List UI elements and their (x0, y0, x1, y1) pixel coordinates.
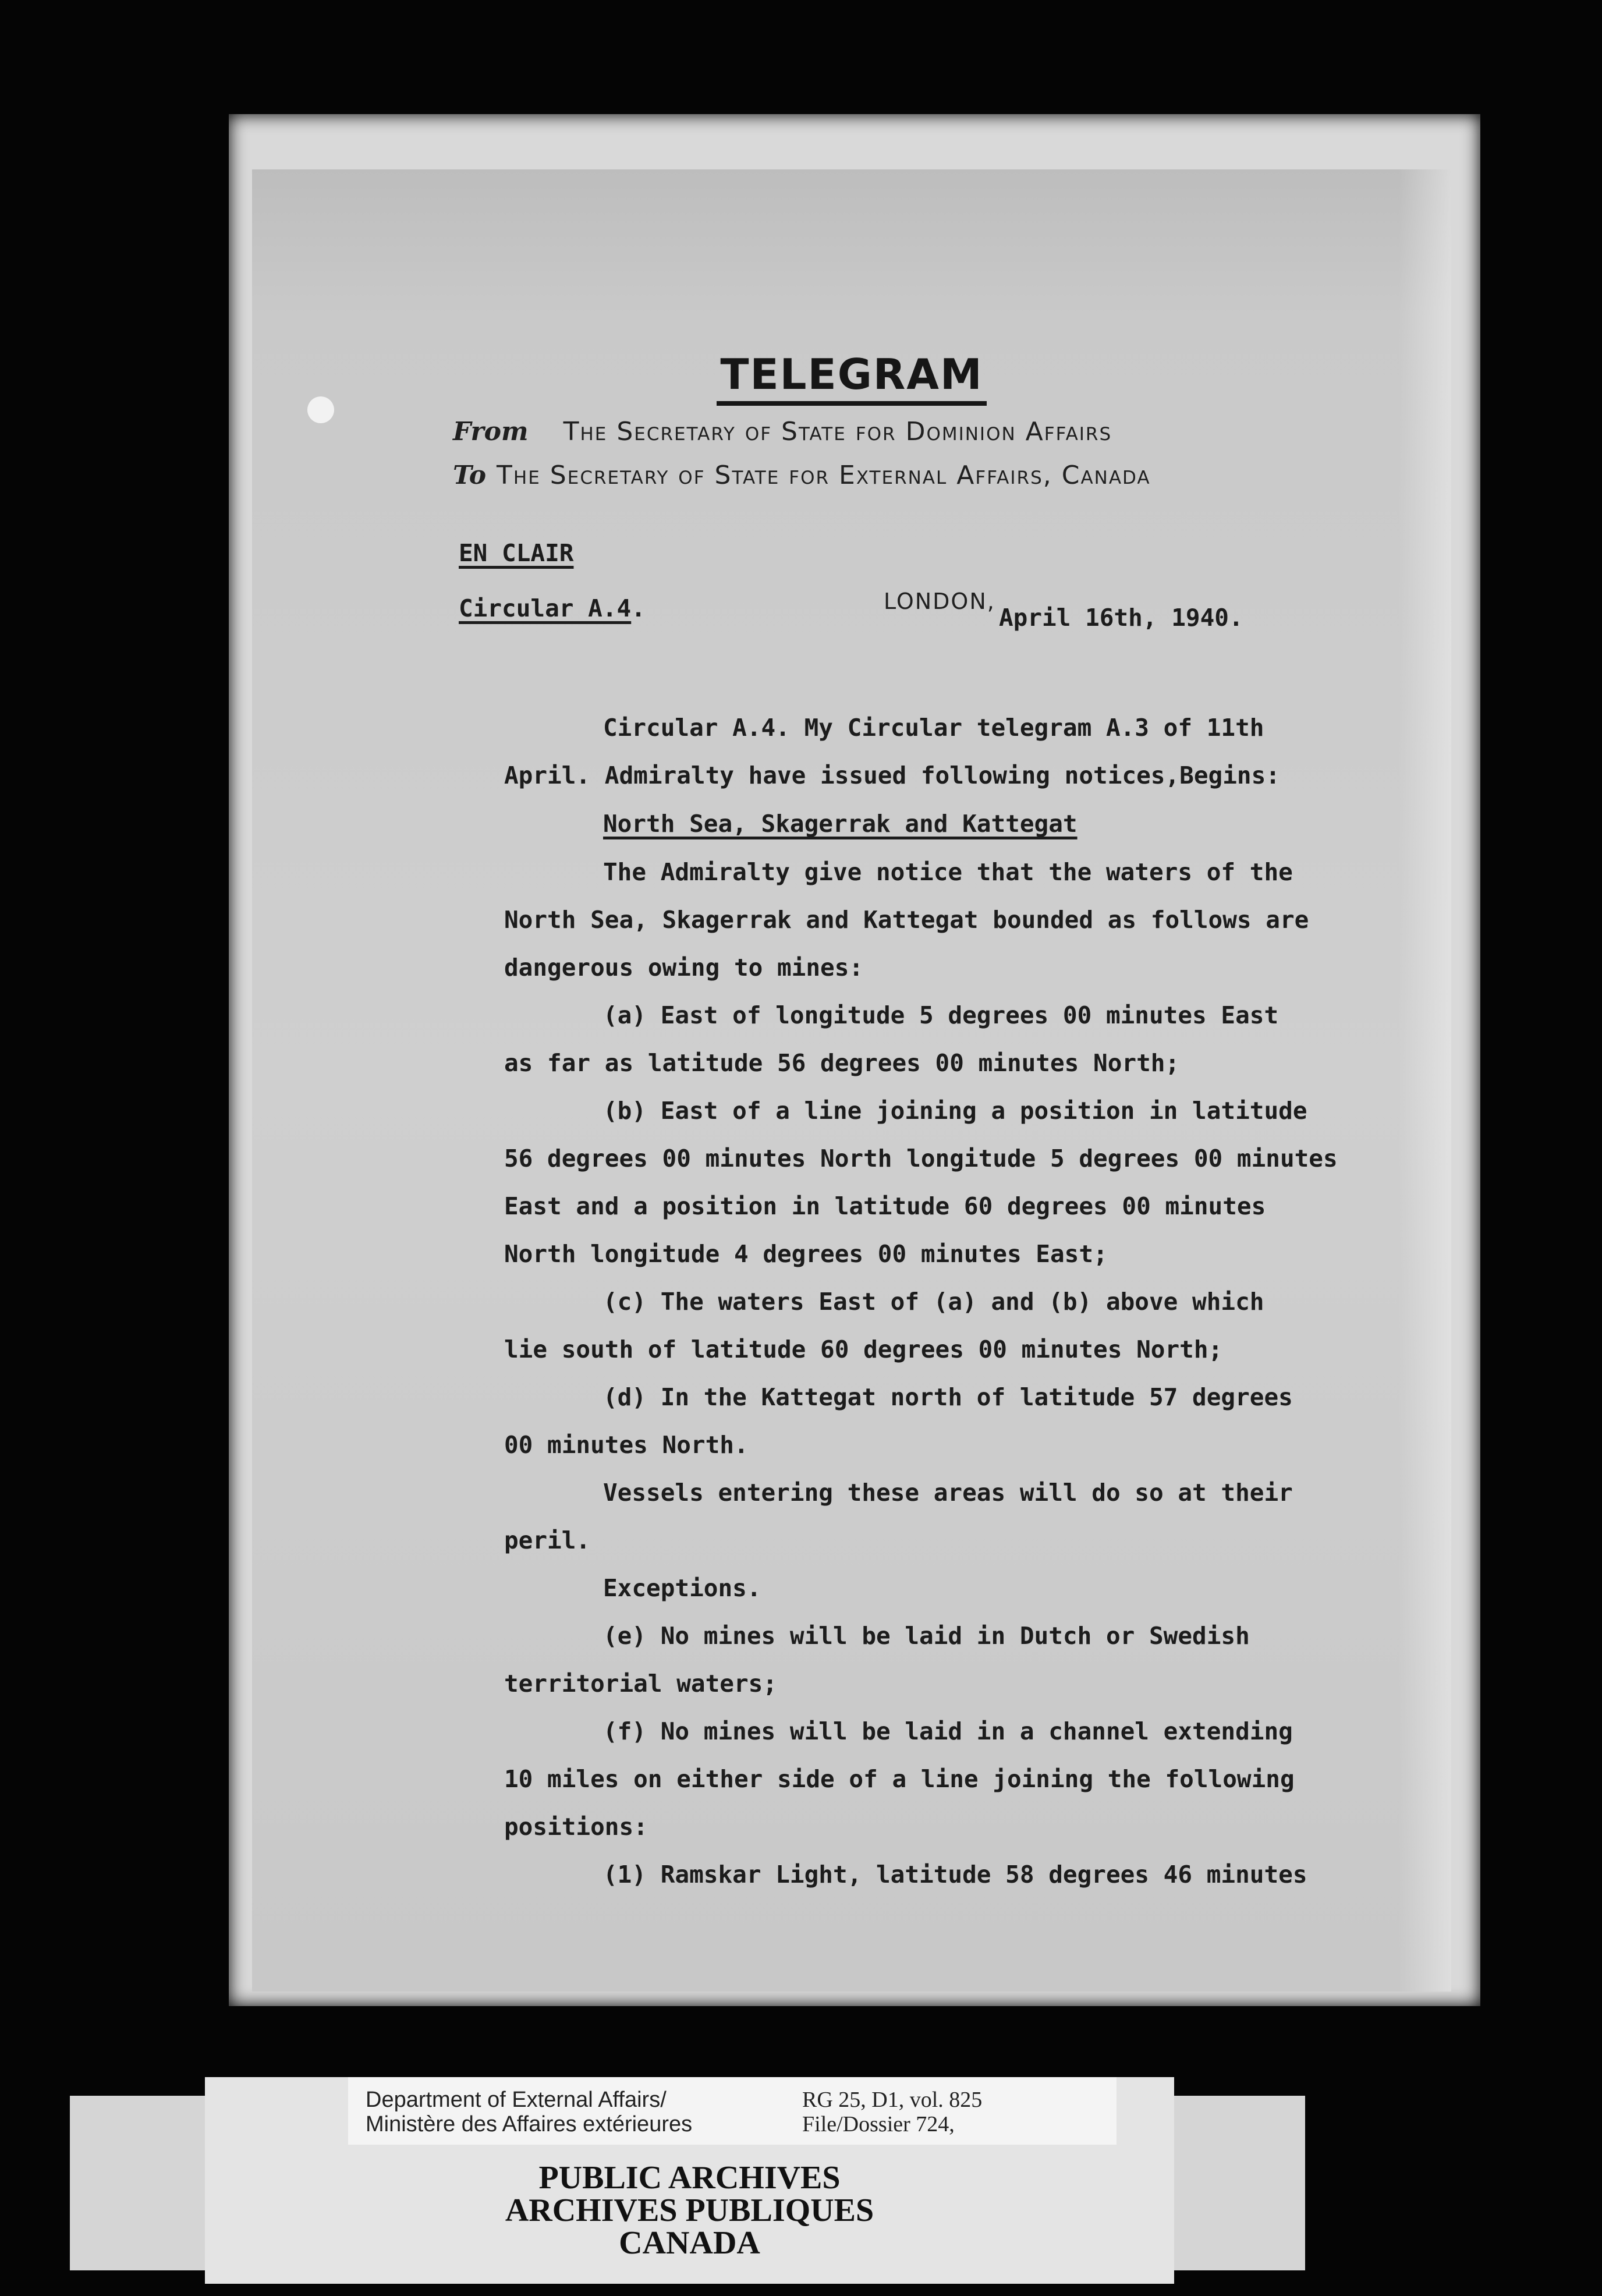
body-line: The Admiralty give notice that the waters of the (603, 858, 1293, 886)
body-line: North Sea, Skagerrak and Kattegat bounded as follows are (504, 906, 1309, 934)
place-of-origin: LONDON, (884, 589, 995, 614)
body-line: dangerous owing to mines: (504, 954, 864, 982)
to-label: To (453, 460, 487, 490)
body-line: Exceptions. (603, 1574, 761, 1602)
body-line: (c) The waters East of (a) and (b) above which (603, 1288, 1264, 1316)
archives-stamp: PUBLIC ARCHIVES ARCHIVES PUBLIQUES CANADA (505, 2160, 874, 2261)
en-clair-mark: EN CLAIR (459, 539, 574, 567)
body-line: (e) No mines will be laid in Dutch or Swedish (603, 1622, 1250, 1650)
body-line: positions: (504, 1813, 648, 1841)
body-line: (b) East of a line joining a position in latitude (603, 1097, 1307, 1125)
body-line: as far as latitude 56 degrees 00 minutes North; (504, 1049, 1180, 1077)
body-line: peril. (504, 1526, 591, 1554)
archive-label (205, 2077, 1174, 2284)
body-line: territorial waters; (504, 1670, 777, 1698)
body-line: 56 degrees 00 minutes North longitude 5 degrees 00 minutes (504, 1145, 1338, 1172)
telegram-page (252, 169, 1451, 1992)
to-line (453, 460, 1151, 490)
body-line: 00 minutes North. (504, 1431, 749, 1459)
circular-reference: Circular A.4. (459, 594, 646, 622)
document-frame (229, 114, 1480, 2006)
from-line (453, 417, 1112, 447)
record-group-reference: RG 25, D1, vol. 825 File/Dossier 724, (802, 2088, 983, 2136)
body-line: North longitude 4 degrees 00 minutes East; (504, 1240, 1108, 1268)
body-line: Vessels entering these areas will do so at their (603, 1479, 1293, 1507)
body-line: 10 miles on either side of a line joining the following (504, 1765, 1295, 1793)
body-line: (d) In the Kattegat north of latitude 57 degrees (603, 1383, 1293, 1411)
body-line: (f) No mines will be laid in a channel extending (603, 1717, 1293, 1745)
body-line: East and a position in latitude 60 degrees 00 minutes (504, 1192, 1266, 1220)
body-line: lie south of latitude 60 degrees 00 minutes North; (504, 1335, 1223, 1363)
from-text: The Secretary of State for Dominion Affairs (563, 417, 1112, 447)
telegram-title: TELEGRAM (252, 350, 1451, 399)
department-name: Department of External Affairs/ Ministère des Affaires extérieures (366, 2088, 693, 2136)
archive-reference-strip (348, 2077, 1117, 2145)
subject-heading: North Sea, Skagerrak and Kattegat (603, 810, 1078, 838)
from-label: From (453, 417, 529, 447)
to-text: The Secretary of State for External Affairs, Canada (497, 460, 1151, 490)
telegram-date: April 16th, 1940. (999, 604, 1243, 632)
body-line: (a) East of longitude 5 degrees 00 minutes East (603, 1001, 1279, 1029)
body-line: April. Admiralty have issued following notices,Begins: (504, 761, 1280, 789)
punch-hole (307, 396, 334, 423)
body-line: (1) Ramskar Light, latitude 58 degrees 46 minutes (603, 1861, 1307, 1888)
body-line: Circular A.4. My Circular telegram A.3 of 11th (603, 714, 1264, 742)
